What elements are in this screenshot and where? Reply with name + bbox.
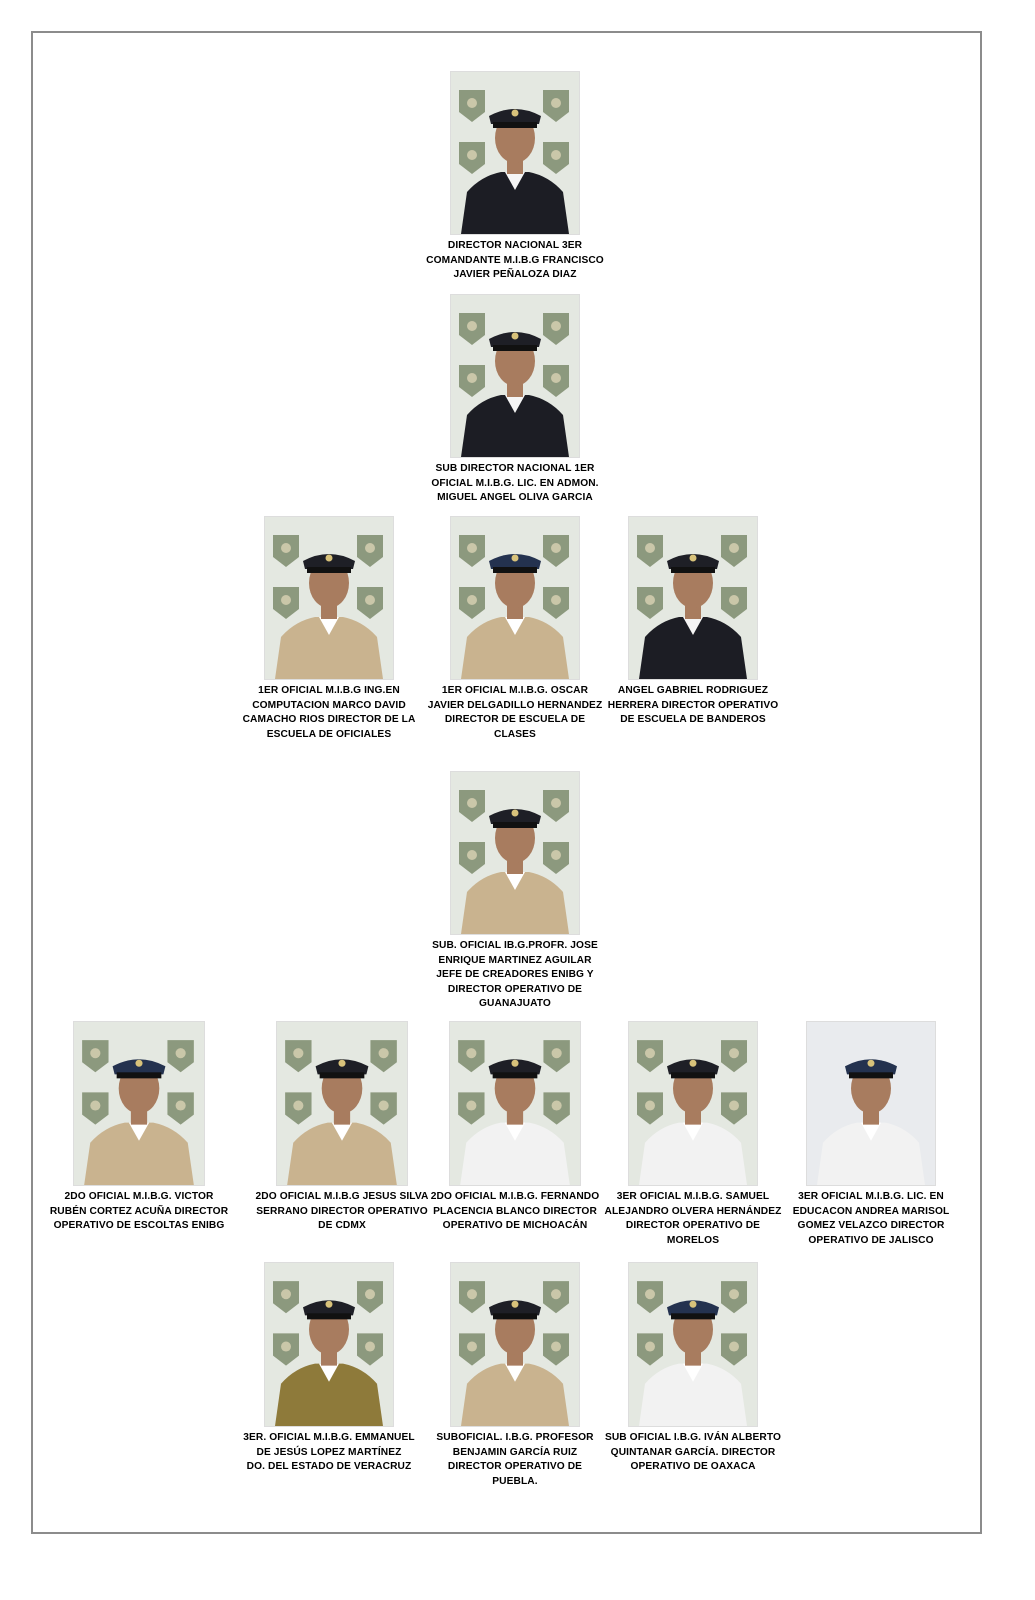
person-caption: DIRECTOR NACIONAL 3ER COMANDANTE M.I.B.G FRANCISCO JAVIER PEÑALOZA DIAZ: [426, 240, 604, 281]
person-card-escuela-de-banderos: [603, 516, 783, 728]
person-card-escuela-de-clases: [425, 516, 605, 742]
person-card-escuela-de-oficiales: [239, 516, 419, 742]
portrait-photo: [73, 1021, 205, 1186]
portrait-photo: [806, 1021, 936, 1186]
portrait-photo: [264, 1262, 394, 1427]
portrait-photo: [450, 71, 580, 235]
person-card-veracruz: [239, 1262, 419, 1475]
person-caption: SUBOFICIAL. I.B.G. PROFESOR BENJAMIN GARCÍA RUIZ DIRECTOR OPERATIVO DE PUEBLA.: [436, 1432, 594, 1487]
portrait-photo: [450, 1262, 580, 1427]
person-caption: 1ER OFICIAL M.I.B.G ING.EN COMPUTACION MARCO DAVID CAMACHO RIOS DIRECTOR DE LA ESCUELA DE OFICIALES: [242, 685, 416, 740]
person-card-michoacan: [425, 1021, 605, 1234]
person-caption: 3ER. OFICIAL M.I.B.G. EMMANUEL DE JESÚS LOPEZ MARTÍNEZ DO. DEL ESTADO DE VERACRUZ: [243, 1432, 415, 1473]
person-card-jalisco: [781, 1021, 961, 1248]
person-caption: SUB OFICIAL I.B.G. IVÁN ALBERTO QUINTANAR GARCÍA. DIRECTOR OPERATIVO DE OAXACA: [604, 1432, 782, 1473]
person-caption: 1ER OFICIAL M.I.B.G. OSCAR JAVIER DELGADILLO HERNANDEZ DIRECTOR DE ESCUELA DE CLASES: [427, 685, 603, 740]
person-card-sub-director-nacional: [425, 294, 605, 506]
portrait-photo: [264, 516, 394, 680]
person-caption: 3ER OFICIAL M.I.B.G. SAMUEL ALEJANDRO OLVERA HERNÁNDEZ DIRECTOR OPERATIVO DE MORELOS: [604, 1191, 782, 1246]
person-card-director-nacional: [425, 71, 605, 283]
portrait-photo: [449, 1021, 581, 1186]
person-caption: ANGEL GABRIEL RODRIGUEZ HERRERA DIRECTOR OPERATIVO DE ESCUELA DE BANDEROS: [607, 685, 779, 726]
person-card-oaxaca: [603, 1262, 783, 1475]
person-card-cdmx: [252, 1021, 432, 1234]
person-card-puebla: [425, 1262, 605, 1489]
portrait-photo: [450, 771, 580, 935]
portrait-photo: [628, 1262, 758, 1427]
person-caption: 3ER OFICIAL M.I.B.G. LIC. EN EDUCACON ANDREA MARISOL GOMEZ VELAZCO DIRECTOR OPERATIVO DE JALISCO: [792, 1191, 950, 1246]
portrait-photo: [276, 1021, 408, 1186]
person-card-escoltas-enibg: [49, 1021, 229, 1234]
person-caption: 2DO OFICIAL M.I.B.G. FERNANDO PLACENCIA BLANCO DIRECTOR OPERATIVO DE MICHOACÁN: [430, 1191, 600, 1232]
person-card-jefe-de-creadores: [425, 771, 605, 1012]
person-caption: SUB DIRECTOR NACIONAL 1ER OFICIAL M.I.B.G. LIC. EN ADMON. MIGUEL ANGEL OLIVA GARCIA: [431, 463, 599, 504]
portrait-photo: [628, 516, 758, 680]
person-caption: SUB. OFICIAL IB.G.PROFR. JOSE ENRIQUE MARTINEZ AGUILAR JEFE DE CREADORES ENIBG Y DIRECTOR OPERATIVO DE GUANAJUATO: [432, 940, 598, 1010]
person-card-morelos: [603, 1021, 783, 1248]
portrait-photo: [450, 294, 580, 458]
person-caption: 2DO OFICIAL M.I.B.G JESUS SILVA SERRANO DIRECTOR OPERATIVO DE CDMX: [255, 1191, 429, 1232]
person-caption: 2DO OFICIAL M.I.B.G. VICTOR RUBÉN CORTEZ ACUÑA DIRECTOR OPERATIVO DE ESCOLTAS ENIBG: [49, 1191, 229, 1232]
portrait-photo: [450, 516, 580, 680]
portrait-photo: [628, 1021, 758, 1186]
